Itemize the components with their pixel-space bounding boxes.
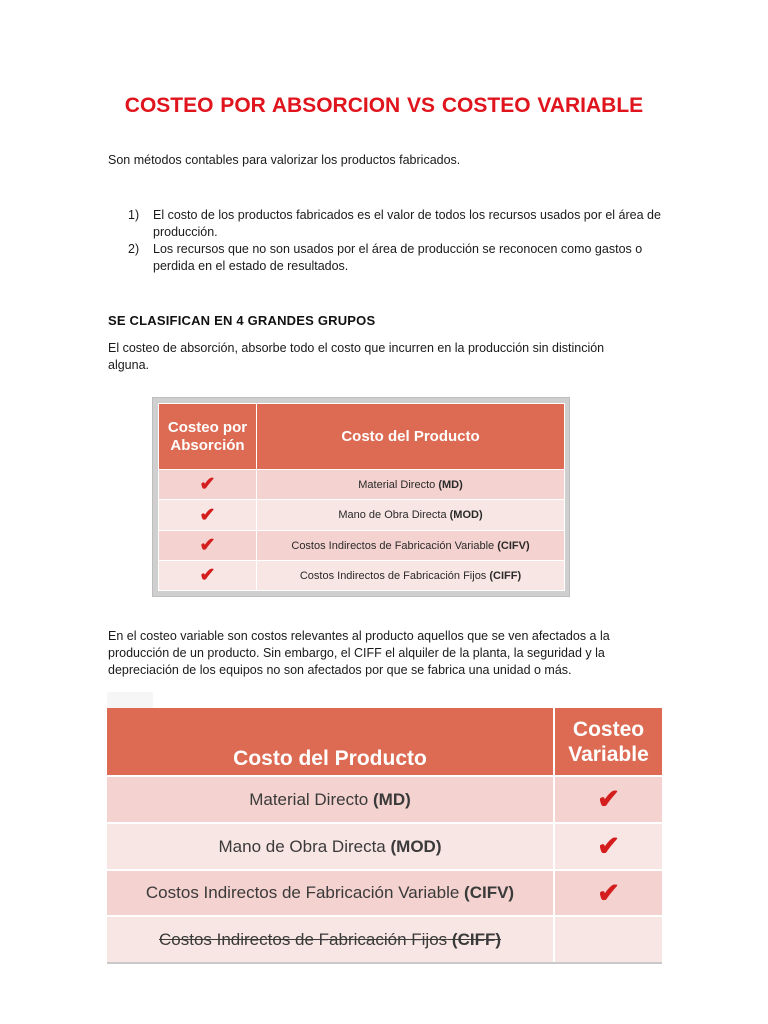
cost-item-label: Costos Indirectos de Fabricación Variable bbox=[291, 539, 495, 552]
checkmark-icon: ✔ bbox=[597, 877, 620, 908]
cost-item-code: (MOD) bbox=[449, 509, 483, 521]
check-cell bbox=[554, 776, 662, 823]
cost-item-code: (MOD) bbox=[390, 836, 442, 856]
header-costeo-variable: Costeo Variable bbox=[554, 708, 662, 776]
variable-table bbox=[107, 708, 662, 962]
cost-item-code: (CIFF) bbox=[451, 929, 501, 949]
check-cell bbox=[159, 561, 257, 591]
list-item bbox=[108, 241, 668, 275]
cost-item-label: Mano de Obra Directa bbox=[218, 836, 386, 856]
list-item bbox=[108, 207, 668, 241]
cost-item-label-struck bbox=[159, 930, 501, 949]
cost-item-code: (MD) bbox=[438, 478, 463, 491]
cost-item bbox=[107, 776, 554, 823]
list-text: El costo de los productos fabricados es el valor de todos los recursos usados por el área de producción. bbox=[153, 208, 661, 239]
cost-item bbox=[107, 823, 554, 870]
check-cell bbox=[554, 870, 662, 916]
absorption-table bbox=[153, 398, 569, 596]
cost-item-code: (MD) bbox=[373, 789, 411, 809]
cost-item-label: Mano de Obra Directa bbox=[338, 509, 447, 521]
cost-item-label: Material Directo bbox=[358, 478, 436, 491]
cost-item bbox=[257, 561, 565, 591]
cost-item bbox=[257, 470, 565, 500]
checkmark-icon: ✔ bbox=[199, 535, 216, 556]
table-bottom-border bbox=[107, 962, 662, 964]
checkmark-icon: ✔ bbox=[199, 565, 216, 586]
section-heading: SE CLASIFICAN EN 4 GRANDES GRUPOS bbox=[108, 313, 376, 328]
checkmark-icon: ✔ bbox=[597, 831, 620, 861]
list-number: 2) bbox=[128, 242, 140, 256]
empty-check-cell bbox=[554, 916, 662, 962]
cost-item-label: Costos Indirectos de Fabricación Fijos bbox=[299, 569, 487, 582]
list-text: Los recursos que no son usados por el área de producción se reconocen como gastos o perdida en el estado de resultados. bbox=[153, 242, 643, 273]
check-cell bbox=[159, 500, 257, 531]
cost-item-label: Costos Indirectos de Fabricación Variable bbox=[145, 883, 460, 902]
header-costo-producto: Costo del Producto bbox=[257, 404, 565, 470]
check-cell bbox=[554, 823, 662, 870]
numbered-list bbox=[108, 207, 668, 275]
absorption-paragraph: El costeo de absorción, absorbe todo el costo que incurren en la producción sin distinción alguna. bbox=[108, 341, 605, 372]
variable-paragraph: En el costeo variable son costos relevantes al producto aquellos que se ven afectados a la producción de un producto. Sin embargo, el CIFF el alquiler de la planta, la seguridad y la depreciación de los equipos no son afectados por que se fabrica una unidad o más. bbox=[108, 629, 610, 677]
cost-item bbox=[257, 531, 565, 561]
cost-item-code: (CIFV) bbox=[464, 883, 515, 902]
check-cell bbox=[159, 531, 257, 561]
cost-item-struck bbox=[107, 916, 554, 962]
cost-item-code: (CIFV) bbox=[497, 539, 530, 552]
document-title: COSTEO POR ABSORCION VS COSTEO VARIABLE bbox=[124, 94, 644, 117]
checkmark-icon: ✔ bbox=[597, 784, 620, 814]
header-costeo-absorcion: Costeo por Absorción bbox=[159, 404, 257, 470]
cost-item bbox=[107, 870, 554, 916]
check-cell bbox=[159, 470, 257, 500]
cost-item-label: Costos Indirectos de Fabricación Fijos bbox=[158, 929, 448, 949]
checkmark-icon: ✔ bbox=[199, 504, 216, 526]
cost-item-code: (CIFF) bbox=[489, 569, 522, 582]
intro-text: Son métodos contables para valorizar los productos fabricados. bbox=[108, 153, 461, 167]
header-costo-producto: Costo del Producto bbox=[107, 708, 554, 776]
list-number: 1) bbox=[128, 208, 140, 222]
cost-item-label: Material Directo bbox=[249, 789, 369, 809]
checkmark-icon: ✔ bbox=[199, 474, 216, 495]
cost-item bbox=[257, 500, 565, 531]
